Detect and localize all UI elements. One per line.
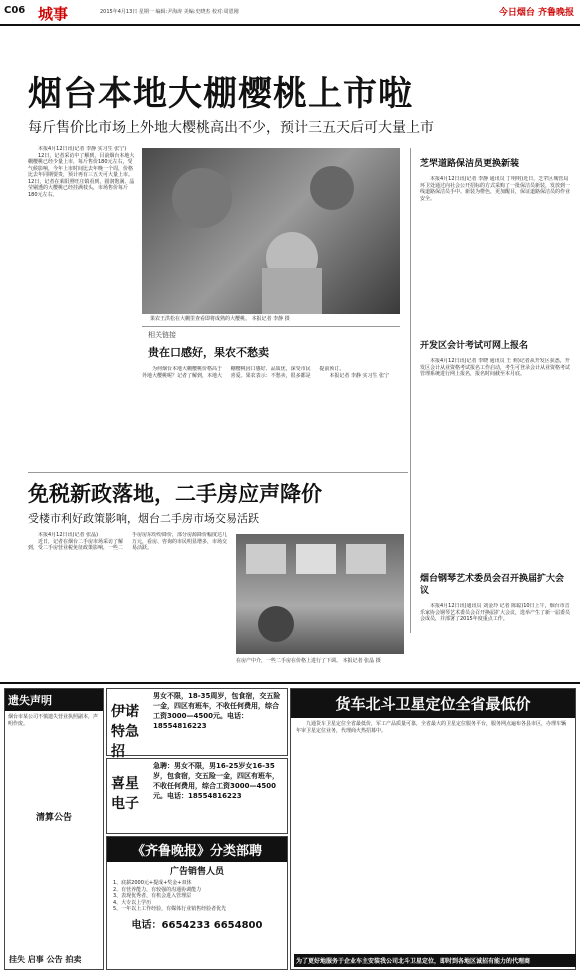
page-number: C06 (4, 5, 26, 16)
lead-photo-caption: 果农王洪松在大棚里查看即将成熟的大樱桃。 本报记者 李静 摄 (150, 316, 290, 322)
second-body-text: 近日，记者在烟台二手房市场采访了解到，受二手房营业税免征政策影响，一些二手房房东纷纷降价，部分房源降价幅度达几万元，看房、咨询的市民明显增多，市场交易活跃。 (28, 532, 228, 551)
newspaper-logo: 今日烟台 齐鲁晚报 (498, 8, 574, 18)
related-body-text: 为何烟台本地大棚樱桃价格高于外地大樱桃呢？记者了解到，本地大棚樱桃因口感好、品质优，深受市民喜爱。果农表示：不愁卖，很多都是提前预订。 (142, 366, 345, 379)
classified-item: 5、一年以上工作经验，有媒体行业销售经验者优先 (113, 906, 227, 912)
ad-truck-gps (290, 688, 576, 970)
ad-yinuote (106, 688, 288, 760)
side-body (420, 176, 570, 286)
side-body-text: 本报4月12日讯(记者 李晓 通讯员 王 莉)记者从开发区获悉，开发区会计从业资格考试报名工作启动，考生可登录会计从业资格考试管理系统进行网上报名，报名时间截至本月底。 (420, 358, 570, 377)
side-story-2 (420, 340, 570, 558)
divider (28, 472, 408, 473)
lead-body-column (28, 146, 136, 466)
classified-item: 1、底薪2000元+提成+奖金+双休 (113, 880, 192, 886)
side-story-3 (420, 573, 570, 693)
photo-placeholder-icon (142, 148, 400, 314)
side-headline: 烟台钢琴艺术委员会召开换届扩大会议 (420, 574, 565, 596)
second-byline: 本报4月12日讯(记者 张晶) (38, 532, 99, 538)
ad-divider (0, 682, 580, 684)
related-body (142, 366, 400, 466)
second-body (28, 532, 228, 672)
classified-item: 4、大专以上学历 (113, 899, 152, 906)
truck-body-text: 九通货车卫星定位全省最低价，军工产品质量可靠，全省最大的卫星定位服务平台，服务网点遍布各县市区，办理车辆年审卫星定位业务，代理商火热招募中。 (296, 721, 567, 734)
second-headline: 免税新政落地，二手房应声降价 (28, 482, 322, 506)
notice-column (4, 688, 104, 970)
side-body-text: 本报4月12日讯(通讯员 刘金玲 记者 陈聪)10日上午，烟台市音乐家协会钢琴艺术委员会召开换届扩大会议，选举产生了新一届委员会成员，并部署了2015年度重点工作。 (420, 603, 570, 622)
side-body-text: 本报4月12日讯(记者 李静 通讯员 丁明明)近日，芝罘区城管局环卫处通过向社会公开招标的方式采购了一批保洁员新装，发放到一线道路保洁员手中。新装为橙色，更加醒目，保证道路保洁员的作业安全。 (420, 176, 570, 202)
column-divider (410, 148, 411, 633)
classified-item: 3、表现优秀者，有机会进入管理层 (113, 893, 192, 899)
cherry-farmer-photo (142, 148, 400, 314)
header-meta: 2015年4月13日 星期一 编辑:尹海涛 美编:史晓杰 校对:周恩刚 (100, 9, 239, 15)
classified-subtitle: 广告销售人员 (169, 867, 224, 877)
ad-xixing-name: 喜星电子 (111, 776, 139, 812)
clear-title: 清算公告 (35, 813, 72, 823)
notice-title: 遗失声明 (5, 689, 103, 711)
ad-yinuote-text: 男女不限，18-35周岁，包食宿，交五险一金，四区有班车，不收任何费用，综合工资3000—4500元。电话：18554816223 (153, 692, 281, 730)
side-headline: 开发区会计考试可网上报名 (420, 341, 529, 351)
classified-title: 《齐鲁晚报》分类部聘 (107, 837, 287, 862)
page-header (0, 0, 580, 26)
related-headline: 贵在口感好，果农不愁卖 (148, 346, 269, 359)
classified-phone: 电话：6654233 6654800 (131, 919, 263, 931)
second-subheadline: 受楼市利好政策影响，烟台二手房市场交易活跃 (28, 512, 259, 525)
classified-item: 2、有营养能力，有较强的沟通协调能力 (113, 886, 202, 893)
related-byline: 本报记者 李静 实习生 张宁 (329, 372, 390, 379)
classified-list (107, 877, 287, 916)
truck-footer: 为了更好地服务于企业车主安装我公司北斗卫星定位，即时到各地区诚招有能力的代理商 (294, 954, 576, 967)
divider (142, 326, 400, 327)
truck-body (291, 718, 575, 939)
section-title: 城事 (38, 5, 69, 23)
misc-title: 挂失 启事 公告 拍卖 (9, 955, 82, 964)
lead-body: 12日，记者采访中了解到，目前烟台本地大棚樱桃已经少量上市，每斤售价180元左右，受气候影响，今年上市时间比去年晚一个周，价格比去年同期要贵，预计再有三五天可大量上市。12日，记者在莱阳照旺庄镇看到，圆润饱满、晶莹剔透的大樱桃已经挂满枝头，市场售价每斤180元左右。 (28, 152, 135, 198)
lead-byline: 本报4月12日讯(记者 李静 实习生 张宁) (38, 146, 127, 152)
real-estate-photo (236, 534, 404, 654)
lead-subheadline: 每斤售价比市场上外地大樱桃高出不少，预计三五天后可大量上市 (28, 120, 434, 136)
side-headline: 芝罘道路保洁员更换新装 (420, 159, 520, 169)
notice-body: 烟台市某公司不慎遗失营业执照副本，声明作废。 (8, 714, 99, 727)
truck-title: 货车北斗卫星定位全省最低价 (291, 689, 575, 718)
side-body (420, 358, 570, 558)
related-link-label: 相关链接 (148, 331, 176, 339)
photo-placeholder-icon (236, 534, 404, 654)
side-body (420, 603, 570, 693)
lead-headline: 烟台本地大棚樱桃上市啦 (28, 74, 413, 114)
ad-xixing-text: 急聘：男女不限，男16-25岁女16-35岁，包食宿，交五险一金，四区有班车，不收任何费用，综合工资3000—4500元。电话：18554816223 (153, 762, 279, 800)
ad-yinuote-name: 伊诺特急招 (111, 704, 139, 760)
ad-classified (106, 836, 288, 970)
ad-xixing (106, 758, 288, 834)
side-story-1 (420, 158, 570, 286)
second-photo-caption: 在房产中介，一些二手房在价格上进行了下调。 本报记者 张晶 摄 (236, 658, 381, 664)
